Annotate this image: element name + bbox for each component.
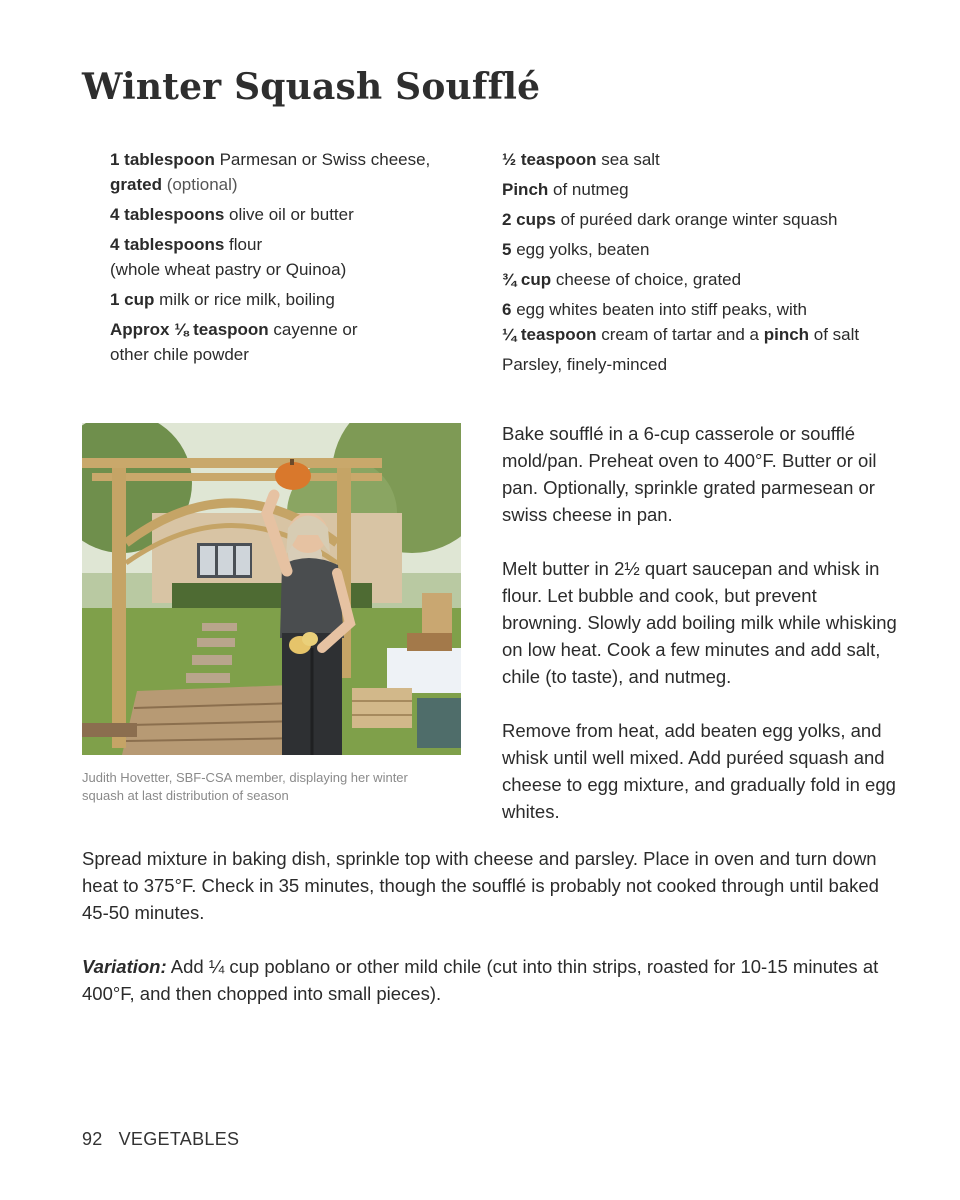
instruction-step: Melt butter in 2½ quart saucepan and whisk in flour. Let bubble and cook, but prevent browning. Slowly add boiling milk while whisking on low heat. Cook a few minutes and add salt, chile (to taste), and nutmeg. bbox=[502, 558, 897, 687]
photo-caption: Judith Hovetter, SBF-CSA member, displaying her winter squash at last distribution of season bbox=[82, 770, 408, 803]
ingredient-item: ¾ cup cheese of choice, grated bbox=[502, 270, 742, 289]
variation-label: Variation: bbox=[82, 956, 167, 977]
variation-paragraph bbox=[82, 953, 902, 1007]
page-number: 92 bbox=[82, 1129, 103, 1149]
page-footer bbox=[82, 1129, 255, 1150]
ingredient-item: 1 tablespoon Parmesan or Swiss cheese, grated (optional) bbox=[110, 150, 431, 194]
ingredient-item: 6 egg whites beaten into stiff peaks, with ¼ teaspoon cream of tartar and a pinch of salt bbox=[502, 300, 860, 344]
ingredient-item: Parsley, finely-minced bbox=[502, 355, 668, 374]
ingredient-item: Approx ⅛ teaspoon cayenne or other chile powder bbox=[110, 320, 358, 364]
ingredient-item: 1 cup milk or rice milk, boiling bbox=[110, 290, 335, 309]
garden-photo-illustration bbox=[82, 423, 461, 755]
section-name: VEGETABLES bbox=[118, 1129, 240, 1149]
instruction-step: Bake soufflé in a 6-cup casserole or soufflé mold/pan. Preheat oven to 400°F. Butter or oil pan. Optionally, sprinkle grated parmesean or swiss cheese in pan. bbox=[502, 423, 877, 525]
ingredients-left-column bbox=[110, 147, 470, 372]
variation-text: Add ¼ cup poblano or other mild chile (cut into thin strips, roasted for 10-15 minutes at 400°F, and then chopped into small pieces). bbox=[82, 956, 879, 1004]
instruction-step: Spread mixture in baking dish, sprinkle top with cheese and parsley. Place in oven and turn down heat to 375°F. Check in 35 minutes, though the soufflé is probably not cooked through until baked 45-50 minutes. bbox=[82, 848, 879, 923]
ingredient-item: 4 tablespoons olive oil or butter bbox=[110, 205, 354, 224]
ingredient-item: 2 cups of puréed dark orange winter squash bbox=[502, 210, 838, 229]
instruction-step: Remove from heat, add beaten egg yolks, and whisk until well mixed. Add puréed squash and cheese to egg mixture, and gradually fold in egg whites. bbox=[502, 720, 896, 822]
instructions-full-width bbox=[82, 845, 902, 1034]
ingredient-item: Pinch of nutmeg bbox=[502, 180, 629, 199]
recipe-title: Winter Squash Soufflé bbox=[82, 66, 541, 108]
garden-photo bbox=[82, 423, 461, 755]
ingredients-right-column bbox=[502, 147, 922, 382]
ingredient-item: 4 tablespoons flour (whole wheat pastry or Quinoa) bbox=[110, 235, 347, 279]
ingredient-item: 5 egg yolks, beaten bbox=[502, 240, 650, 259]
ingredient-item: ½ teaspoon sea salt bbox=[502, 150, 660, 169]
instructions-right-column bbox=[502, 420, 902, 852]
